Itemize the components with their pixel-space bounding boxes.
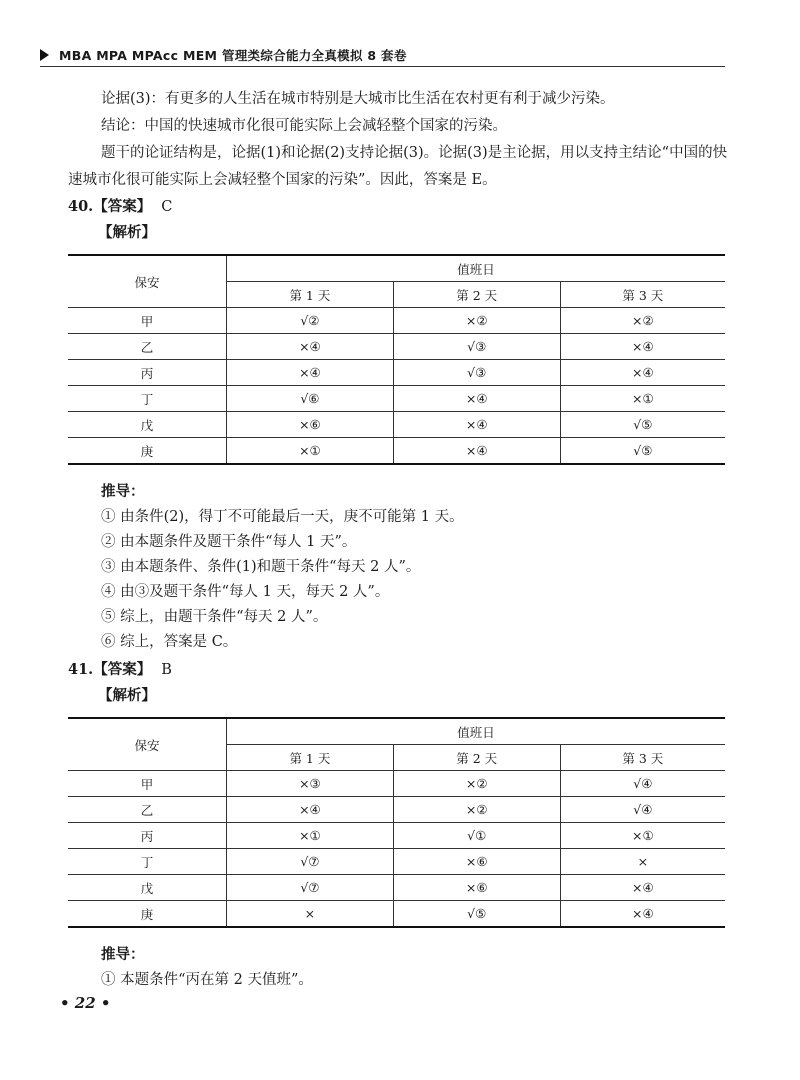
guard-name-cell: 戊 — [68, 875, 227, 901]
table-row — [68, 797, 725, 823]
q40-table — [68, 254, 725, 465]
triangle-right-icon — [40, 49, 49, 61]
duty-cell: ×③ — [227, 771, 394, 797]
duty-cell: √② — [227, 308, 394, 334]
table-row — [68, 901, 725, 928]
duty-cell: ×④ — [227, 334, 394, 360]
header-title: MBA MPA MPAcc MEM 管理类综合能力全真模拟 8 套卷 — [59, 48, 407, 63]
duty-cell: √⑦ — [227, 875, 394, 901]
table-header-row — [68, 718, 725, 745]
duty-cell: ×④ — [227, 797, 394, 823]
duty-cell: ×⑥ — [393, 875, 560, 901]
duty-cell: √⑤ — [393, 901, 560, 928]
duty-cell: ×② — [560, 308, 725, 334]
intro-line: 结论：中国的快速城市化很可能实际上会减轻整个国家的污染。 — [101, 118, 507, 134]
duty-cell: √⑤ — [560, 412, 725, 438]
page-content — [68, 86, 728, 993]
derivation-item: ④ 由③及题干条件“每人 1 天，每天 2 人”。 — [101, 584, 390, 600]
q40-answer: C — [161, 199, 173, 215]
intro-line: 论据(3)：有更多的人生活在城市特别是大城市比生活在农村更有利于减少污染。 — [101, 91, 615, 107]
derivation-item: ① 由条件(2)，得丁不可能最后一天，庚不可能第 1 天。 — [101, 509, 464, 525]
q41-analysis-label: 【解析】 — [98, 687, 156, 704]
day-header-cell: 第 3 天 — [560, 745, 725, 771]
row-header-cell: 保安 — [68, 255, 227, 308]
derivation-item: ⑥ 综上，答案是 C。 — [101, 634, 238, 650]
day-header-cell: 第 2 天 — [393, 745, 560, 771]
duty-cell: ×② — [393, 771, 560, 797]
q41-derivation — [68, 942, 728, 993]
guard-name-cell: 乙 — [68, 797, 227, 823]
duty-cell: √⑤ — [560, 438, 725, 465]
table-row — [68, 849, 725, 875]
derivation-title: 推导： — [101, 483, 145, 500]
guard-name-cell: 戊 — [68, 412, 227, 438]
q41-table — [68, 717, 725, 928]
q41-answer-label: 【答案】 — [93, 661, 152, 678]
derivation-item: ⑤ 综上，由题干条件“每天 2 人”。 — [101, 609, 328, 625]
duty-cell: ×④ — [227, 360, 394, 386]
q40-derivation — [68, 479, 728, 655]
group-header-cell: 值班日 — [227, 718, 726, 745]
day-header-cell: 第 2 天 — [393, 282, 560, 308]
duty-cell: ×④ — [560, 334, 725, 360]
guard-name-cell: 丁 — [68, 849, 227, 875]
duty-cell: ×④ — [393, 386, 560, 412]
table-row — [68, 771, 725, 797]
guard-name-cell: 庚 — [68, 901, 227, 928]
duty-cell: × — [560, 849, 725, 875]
table-row — [68, 875, 725, 901]
duty-cell: ×① — [560, 386, 725, 412]
derivation-item: ① 本题条件“丙在第 2 天值班”。 — [101, 972, 313, 988]
q40-number: 40. — [68, 198, 94, 215]
duty-cell: √④ — [560, 771, 725, 797]
group-header-cell: 值班日 — [227, 255, 726, 282]
running-header — [40, 44, 725, 67]
table-row — [68, 334, 725, 360]
duty-cell: ×⑥ — [393, 849, 560, 875]
duty-cell: √① — [393, 823, 560, 849]
q41-number: 41. — [68, 661, 94, 678]
duty-cell: √③ — [393, 334, 560, 360]
derivation-item: ② 由本题条件及题干条件“每人 1 天”。 — [101, 534, 357, 550]
guard-name-cell: 甲 — [68, 308, 227, 334]
guard-name-cell: 丙 — [68, 823, 227, 849]
guard-name-cell: 乙 — [68, 334, 227, 360]
duty-cell: ×① — [227, 438, 394, 465]
duty-cell: √⑥ — [227, 386, 394, 412]
duty-cell: ×④ — [393, 438, 560, 465]
table-header-row — [68, 255, 725, 282]
guard-name-cell: 丙 — [68, 360, 227, 386]
intro-summary: 题干的论证结构是，论据(1)和论据(2)支持论据(3)。论据(3)是主论据，用以支持主结论“中国的快速城市化很可能实际上会减轻整个国家的污染”。因此，答案是 E。 — [68, 145, 728, 188]
duty-cell: ×④ — [560, 901, 725, 928]
derivation-title: 推导： — [101, 946, 145, 963]
table-row — [68, 438, 725, 465]
day-header-cell: 第 1 天 — [227, 745, 394, 771]
duty-cell: ×② — [393, 797, 560, 823]
duty-cell: ×① — [560, 823, 725, 849]
page-number: • 22 • — [60, 994, 111, 1012]
duty-cell: ×① — [227, 823, 394, 849]
q40-answer-line — [68, 194, 728, 220]
day-header-cell: 第 3 天 — [560, 282, 725, 308]
derivation-item: ③ 由本题条件、条件(1)和题干条件“每天 2 人”。 — [101, 559, 421, 575]
q41-answer-line — [68, 657, 728, 683]
duty-cell: √③ — [393, 360, 560, 386]
duty-cell: ×④ — [560, 360, 725, 386]
row-header-cell: 保安 — [68, 718, 227, 771]
day-header-cell: 第 1 天 — [227, 282, 394, 308]
duty-cell: ×② — [393, 308, 560, 334]
duty-cell: √④ — [560, 797, 725, 823]
duty-cell: ×④ — [560, 875, 725, 901]
duty-cell: ×④ — [393, 412, 560, 438]
duty-cell: ×⑥ — [227, 412, 394, 438]
table-row — [68, 360, 725, 386]
guard-name-cell: 庚 — [68, 438, 227, 465]
table-row — [68, 823, 725, 849]
table-row — [68, 386, 725, 412]
guard-name-cell: 丁 — [68, 386, 227, 412]
duty-cell: × — [227, 901, 394, 928]
duty-cell: √⑦ — [227, 849, 394, 875]
table-row — [68, 308, 725, 334]
guard-name-cell: 甲 — [68, 771, 227, 797]
q41-answer: B — [161, 662, 172, 678]
table-row — [68, 412, 725, 438]
q40-analysis-label: 【解析】 — [98, 224, 156, 241]
q40-answer-label: 【答案】 — [93, 198, 152, 215]
